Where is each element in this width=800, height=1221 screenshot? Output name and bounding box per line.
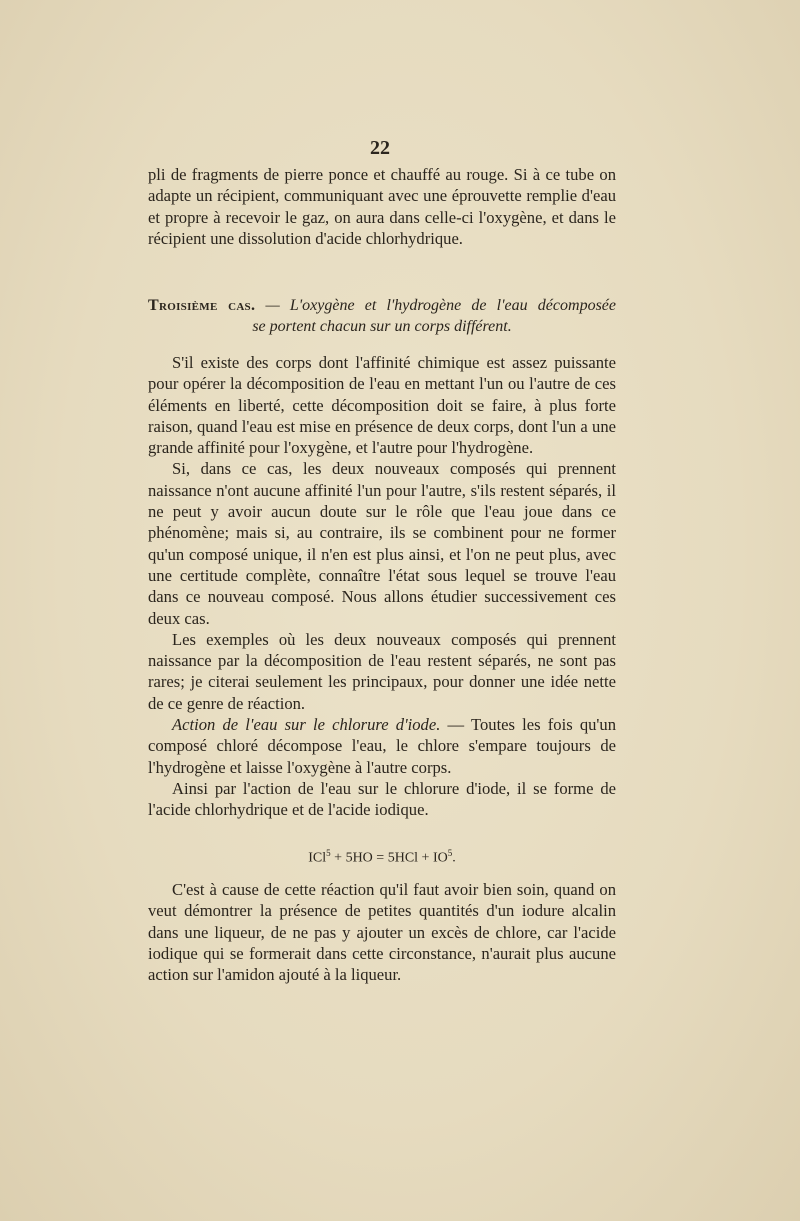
chemical-equation: [148, 841, 616, 871]
text-block-bottom: [148, 879, 616, 985]
formula-term: ICl: [308, 850, 327, 866]
formula-operator: =: [372, 850, 388, 866]
paragraph-italic-lead: Action de l'eau sur le chlorure d'iode.: [172, 715, 441, 735]
formula-subscript: 5: [326, 848, 331, 858]
formula-operator: +: [330, 850, 346, 866]
formula-end: .: [452, 850, 456, 866]
formula-operator: +: [418, 850, 433, 866]
section-title-part-2: se portent chacun sur un corps différent.: [252, 318, 512, 335]
paragraph-iodine-chloride: [148, 714, 616, 778]
paragraph: Les exemples où les deux nouveaux composés qui prennent naissance par la décomposition de l'eau restent séparés, ne sont pas rares; je citerai seulement les principaux, pour donner une idée nette de ce genre de réaction.: [148, 629, 616, 713]
paragraph-rest: — Toutes les fois qu'un composé chloré décompose l'eau, le chlore s'empare toujours de l'hydrogène et laisse l'oxygène à l'autre corps.: [148, 715, 616, 777]
paragraph: C'est à cause de cette réaction qu'il faut avoir bien soin, quand on veut démontrer la présence de petites quantités d'un iodure alcalin dans une liqueur, de ne pas y ajouter un excès de chlore, car l'acide iodique qui se formerait dans cette circonstance, n'aurait plus aucune action sur l'amidon ajouté à la liqueur.: [148, 880, 616, 985]
text-block-top: [148, 164, 616, 249]
formula-subscript: 5: [447, 848, 453, 858]
formula-term: 5HCl: [387, 850, 419, 866]
paragraph-continuation: pli de fragments de pierre ponce et chauffé au rouge. Si à ce tube on adapte un récipient, communiquant avec une éprouvette remplie d'eau et propre à recevoir le gaz, on aura dans celle-ci l'oxygène, et dans le récipient une dissolution d'acide chlorhydrique.: [148, 165, 616, 248]
section-heading: [148, 295, 616, 337]
section-title-part-1: — L'oxygène et l'hydrogène de l'eau décomposée: [255, 297, 616, 314]
page-number: 22: [370, 137, 390, 159]
paragraph: Ainsi par l'action de l'eau sur le chlorure d'iode, il se forme de l'acide chlorhydrique et de l'acide iodique.: [148, 778, 616, 820]
text-block-middle: [148, 352, 616, 821]
formula-term: 5HO: [345, 850, 373, 866]
paragraph: Si, dans ce cas, les deux nouveaux composés qui prennent naissance n'ont aucune affinité l'un pour l'autre, s'ils restent séparés, il ne peut y avoir aucun doute sur le rôle que l'eau joue dans ce phénomène; mais si, au contraire, ils se combinent pour ne former qu'un composé unique, il n'en est plus ainsi, et l'on ne peut plus, avec une certitude complète, connaître l'état sous lequel se trouve l'eau dans ce nouveau composé. Nous allons étudier successivement ces deux cas.: [148, 459, 616, 628]
paragraph: S'il existe des corps dont l'affinité chimique est assez puissante pour opérer la décomposition de l'eau en mettant l'un ou l'autre de ces éléments en liberté, cette décomposition doit se faire, à plus forte raison, quand l'eau est mise en présence de deux corps, dont l'un a une grande affinité pour l'oxygène, et l'autre pour l'hydrogène.: [148, 353, 616, 458]
formula-term: IO: [432, 850, 448, 866]
section-label: Troisième cas.: [148, 297, 256, 314]
section-heading-line-1: [148, 295, 616, 316]
